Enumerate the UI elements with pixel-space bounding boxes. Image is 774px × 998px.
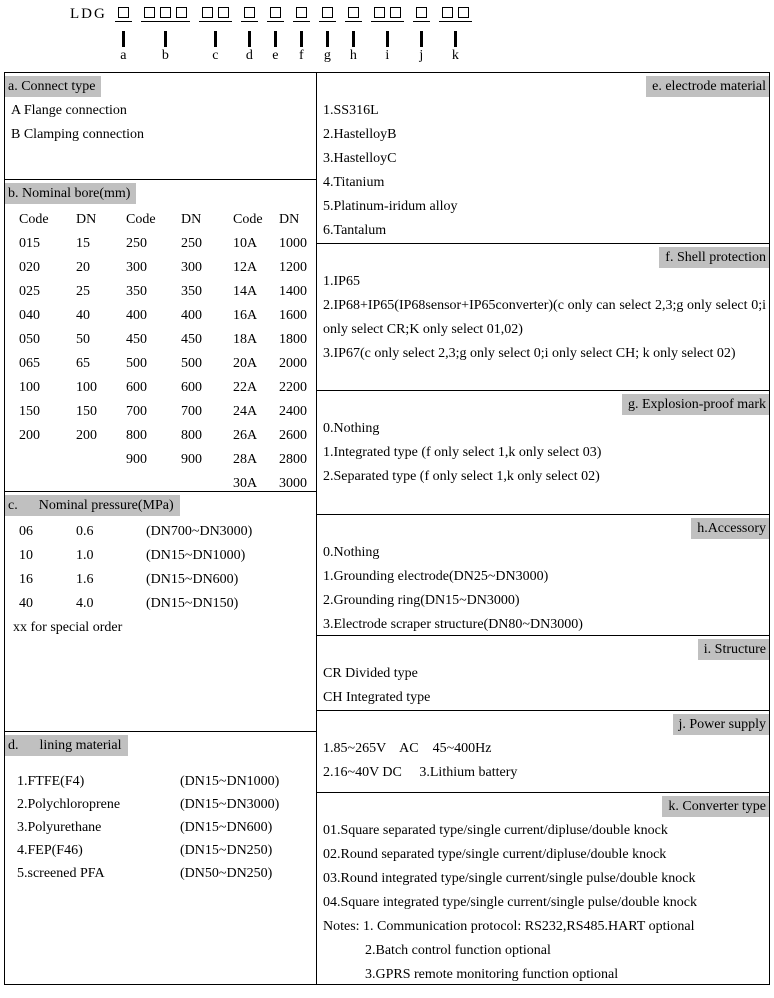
code-boxes [199, 7, 232, 22]
code-box [416, 7, 427, 18]
section-d-lining-material [5, 732, 316, 984]
code-boxes [115, 7, 132, 22]
dn-cell: 150 [76, 404, 97, 419]
dn-cell: 350 [181, 284, 202, 299]
range-cell: (DN15~DN600) [180, 820, 273, 835]
dn-cell: 300 [181, 260, 202, 275]
section-title-row [317, 247, 769, 268]
code-box [218, 7, 229, 18]
dn-cell: 450 [181, 332, 202, 347]
option-item: 1.85~265V AC 45~400Hz [323, 741, 492, 756]
section-title-row [317, 714, 769, 735]
option-item: 2.HastelloyB [323, 127, 397, 142]
code-boxes [141, 7, 190, 22]
tick-mark [122, 31, 125, 47]
option-item: 2.Separated type (f only select 1,k only select 02) [323, 469, 600, 484]
code-box [202, 7, 213, 18]
code-group [413, 7, 430, 63]
dn-cell: 1000 [279, 236, 307, 251]
code-boxes [319, 7, 336, 22]
value-cell: 1.6 [76, 572, 94, 587]
code-boxes [241, 7, 258, 22]
section-c-nominal-pressure [5, 492, 316, 732]
table-row [5, 400, 316, 424]
tick-mark [214, 31, 217, 47]
code-cell: 18A [233, 332, 258, 347]
code-cell: 16A [233, 308, 258, 323]
code-box [160, 7, 171, 18]
left-column [5, 73, 317, 984]
code-cell: 28A [233, 452, 258, 467]
section-h-title: h.Accessory [691, 518, 769, 539]
bore-table [5, 208, 316, 492]
model-prefix: LDG [70, 6, 107, 22]
range-cell: (DN50~DN250) [180, 866, 273, 881]
option-item: CH Integrated type [323, 690, 431, 705]
explosion-proof-options [317, 417, 769, 489]
table-row [5, 472, 316, 492]
group-letter: i [385, 48, 390, 63]
option-item: 2.16~40V DC 3.Lithium battery [323, 765, 518, 780]
code-cell: 500 [126, 356, 147, 371]
option-item: 0.Nothing [323, 545, 380, 560]
code-groups [115, 7, 472, 63]
code-cell: 600 [126, 380, 147, 395]
selection-table [4, 72, 770, 985]
group-letter: k [451, 48, 459, 63]
power-supply-options [317, 737, 769, 785]
range-cell: (DN15~DN1000) [180, 774, 280, 789]
section-i-title: i. Structure [698, 639, 769, 660]
section-b-nominal-bore [5, 180, 316, 492]
option-item: CR Divided type [323, 666, 418, 681]
code-cell: 400 [126, 308, 147, 323]
code-box [176, 7, 187, 18]
dn-cell: 1600 [279, 308, 307, 323]
section-d-title: d. lining material [5, 735, 128, 756]
column-header: Code [126, 212, 156, 227]
tick-mark [164, 31, 167, 47]
section-f-title: f. Shell protection [659, 247, 769, 268]
table-row [5, 256, 316, 280]
code-box [458, 7, 469, 18]
code-boxes [439, 7, 472, 22]
option-item: 6.Tantalum [323, 223, 387, 238]
code-box [296, 7, 307, 18]
table-row [5, 304, 316, 328]
dn-cell: 15 [76, 236, 90, 251]
code-box [244, 7, 255, 18]
section-title-row [317, 394, 769, 415]
value-cell: 4.0 [76, 596, 94, 611]
material-cell: 2.Polychloroprene [17, 797, 121, 812]
tick-mark [300, 31, 303, 47]
tick-mark [326, 31, 329, 47]
option-item: 1.SS316L [323, 103, 379, 118]
structure-options [317, 662, 769, 710]
dn-cell [76, 448, 126, 472]
section-h-accessory [317, 515, 769, 636]
table-row [5, 816, 316, 839]
section-j-power-supply [317, 711, 769, 793]
dn-cell [76, 472, 126, 492]
section-g-title: g. Explosion-proof mark [622, 394, 769, 415]
section-k-converter-type [317, 793, 769, 984]
lining-table [5, 770, 316, 885]
bore-table-header [5, 208, 316, 232]
connect-type-options [5, 99, 316, 147]
code-cell: 10 [19, 548, 33, 563]
material-cell: 3.Polyurethane [17, 820, 102, 835]
material-cell: 4.FEP(F46) [17, 843, 83, 858]
range-cell: (DN15~DN250) [180, 843, 273, 858]
electrode-material-options [317, 99, 769, 243]
accessory-options [317, 541, 769, 636]
tick-mark [454, 31, 457, 47]
group-letter: a [120, 48, 127, 63]
dn-cell: 2200 [279, 380, 307, 395]
section-b-title: b. Nominal bore(mm) [5, 183, 136, 204]
dn-cell: 600 [181, 380, 202, 395]
section-k-title: k. Converter type [662, 796, 769, 817]
code-box [348, 7, 359, 18]
column-header: DN [181, 212, 202, 227]
tick-mark [420, 31, 423, 47]
group-letter: d [245, 48, 253, 63]
section-e-title: e. electrode material [646, 76, 769, 97]
range-cell: (DN15~DN150) [146, 596, 239, 611]
column-header: DN [76, 212, 97, 227]
option-item: 4.Titanium [323, 175, 385, 190]
section-title-row [317, 76, 769, 97]
column-header: Code [233, 212, 263, 227]
code-cell [126, 472, 181, 492]
dn-cell: 65 [76, 356, 90, 371]
material-cell: 1.FTFE(F4) [17, 774, 85, 789]
value-cell: 0.6 [76, 524, 94, 539]
code-cell: 200 [19, 428, 40, 443]
range-cell: (DN700~DN3000) [146, 524, 253, 539]
code-box [442, 7, 453, 18]
dn-cell: 1800 [279, 332, 307, 347]
option-item: 0.Nothing [323, 421, 380, 436]
code-group [345, 7, 362, 63]
code-cell: 26A [233, 428, 258, 443]
code-cell: 450 [126, 332, 147, 347]
option-item: 01.Square separated type/single current/dipluse/double knock [323, 823, 668, 838]
code-cell: 20A [233, 356, 258, 371]
section-c-title: c. Nominal pressure(MPa) [5, 495, 180, 516]
dn-cell: 2800 [279, 452, 307, 467]
dn-cell: 2000 [279, 356, 307, 371]
column-header: DN [279, 212, 300, 227]
dn-cell: 25 [76, 284, 90, 299]
tick-mark [248, 31, 251, 47]
range-cell: (DN15~DN3000) [180, 797, 280, 812]
section-j-title: j. Power supply [673, 714, 770, 735]
model-code-header [0, 0, 774, 70]
option-item: 3.GPRS remote monitoring function optional [323, 967, 619, 982]
material-cell: 5.screened PFA [17, 866, 105, 881]
dn-cell: 900 [181, 452, 202, 467]
section-title-row [5, 76, 316, 97]
dn-cell: 1400 [279, 284, 307, 299]
option-item: 2.IP68+IP65(IP68sensor+IP65converter)(c only can select 2,3;g only select 0;i only select CR;K only select 01,02) [323, 298, 766, 337]
table-row [5, 232, 316, 256]
dn-cell: 100 [76, 380, 97, 395]
value-cell: 1.0 [76, 548, 94, 563]
code-group [319, 7, 336, 63]
dn-cell: 2600 [279, 428, 307, 443]
range-cell: (DN15~DN600) [146, 572, 239, 587]
group-letter: c [212, 48, 219, 63]
code-cell: 800 [126, 428, 147, 443]
dn-cell: 250 [181, 236, 202, 251]
code-cell: 020 [19, 260, 40, 275]
option-item: 04.Square integrated type/single current/single pulse/double knock [323, 895, 698, 910]
code-boxes [267, 7, 284, 22]
dn-cell: 400 [181, 308, 202, 323]
pressure-table [5, 520, 316, 616]
option-item: 5.Platinum-iridum alloy [323, 199, 458, 214]
table-row [5, 376, 316, 400]
dn-cell: 700 [181, 404, 202, 419]
section-g-explosion-proof-mark [317, 391, 769, 515]
table-row [5, 328, 316, 352]
option-item: Notes: 1. Communication protocol: RS232,RS485.HART optional [323, 919, 695, 934]
section-title-row [5, 735, 316, 756]
code-box [390, 7, 401, 18]
dn-cell: 50 [76, 332, 90, 347]
table-row [5, 520, 316, 544]
code-cell: 100 [19, 380, 40, 395]
code-group [199, 7, 232, 63]
dn-cell: 40 [76, 308, 90, 323]
code-boxes [345, 7, 362, 22]
code-boxes [413, 7, 430, 22]
right-column [317, 73, 769, 984]
code-box [144, 7, 155, 18]
code-cell: 10A [233, 236, 258, 251]
table-row [5, 352, 316, 376]
option-item: 3.IP67(c only select 2,3;g only select 0;i only select CH; k only select 02) [323, 346, 736, 361]
tick-mark [386, 31, 389, 47]
group-letter: g [323, 48, 331, 63]
section-e-electrode-material [317, 73, 769, 244]
section-i-structure [317, 636, 769, 711]
section-title-row [317, 639, 769, 660]
code-cell: 350 [126, 284, 147, 299]
table-row [5, 770, 316, 793]
option-item: 02.Round separated type/single current/dipluse/double knock [323, 847, 667, 862]
group-letter: h [349, 48, 357, 63]
code-box [118, 7, 129, 18]
code-cell: 025 [19, 284, 40, 299]
code-cell: 900 [126, 452, 147, 467]
converter-type-options [317, 819, 769, 984]
section-title-row [317, 796, 769, 817]
group-letter: j [419, 48, 424, 63]
code-cell: 250 [126, 236, 147, 251]
code-cell: 16 [19, 572, 33, 587]
group-letter: f [298, 48, 304, 63]
code-cell: 14A [233, 284, 258, 299]
dn-cell: 20 [76, 260, 90, 275]
option-item: A Flange connection [11, 103, 127, 118]
code-cell: 24A [233, 404, 258, 419]
code-cell: 150 [19, 404, 40, 419]
code-box [322, 7, 333, 18]
option-item: 3.HastelloyC [323, 151, 397, 166]
group-letter: b [161, 48, 169, 63]
code-cell: 12A [233, 260, 258, 275]
section-f-shell-protection [317, 244, 769, 391]
section-a-connect-type [5, 73, 316, 180]
tick-mark [274, 31, 277, 47]
special-order-note: xx for special order [13, 620, 123, 635]
dn-cell: 1200 [279, 260, 307, 275]
option-item: B Clamping connection [11, 127, 144, 142]
table-row [5, 568, 316, 592]
code-cell [19, 472, 76, 492]
code-cell: 300 [126, 260, 147, 275]
code-group [293, 7, 310, 63]
option-item: 1.Integrated type (f only select 1,k only select 03) [323, 445, 602, 460]
section-title-row [5, 183, 316, 204]
code-cell: 40 [19, 596, 33, 611]
code-cell: 06 [19, 524, 33, 539]
code-group [241, 7, 258, 63]
code-cell: 700 [126, 404, 147, 419]
code-box [374, 7, 385, 18]
range-cell: (DN15~DN1000) [146, 548, 246, 563]
section-a-title: a. Connect type [5, 76, 101, 97]
dn-cell: 200 [76, 428, 97, 443]
option-item: 2.Batch control function optional [323, 943, 551, 958]
section-title-row [5, 495, 316, 516]
column-header: Code [19, 212, 49, 227]
tick-mark [352, 31, 355, 47]
code-cell [19, 448, 76, 472]
code-boxes [371, 7, 404, 22]
dn-cell [181, 472, 233, 492]
table-row [5, 839, 316, 862]
table-row [5, 862, 316, 885]
table-row [5, 280, 316, 304]
table-row [5, 592, 316, 616]
code-group [439, 7, 472, 63]
dn-cell: 800 [181, 428, 202, 443]
section-title-row [317, 518, 769, 539]
dn-cell: 2400 [279, 404, 307, 419]
table-row [5, 424, 316, 448]
code-group [371, 7, 404, 63]
table-row [5, 448, 316, 472]
bore-table-body [5, 232, 316, 492]
option-item: 1.IP65 [323, 274, 360, 289]
table-row [5, 544, 316, 568]
code-cell: 040 [19, 308, 40, 323]
code-cell: 22A [233, 380, 258, 395]
code-cell: 015 [19, 236, 40, 251]
code-box [270, 7, 281, 18]
table-row [5, 793, 316, 816]
option-item: 03.Round integrated type/single current/single pulse/double knock [323, 871, 696, 886]
option-item: 3.Electrode scraper structure(DN80~DN3000) [323, 617, 583, 632]
option-item: 2.Grounding ring(DN15~DN3000) [323, 593, 520, 608]
code-cell: 30A [233, 476, 258, 491]
code-group [141, 7, 190, 63]
code-group [267, 7, 284, 63]
group-letter: e [272, 48, 279, 63]
code-cell: 065 [19, 356, 40, 371]
option-item: 1.Grounding electrode(DN25~DN3000) [323, 569, 549, 584]
code-cell: 050 [19, 332, 40, 347]
dn-cell: 500 [181, 356, 202, 371]
dn-cell: 3000 [279, 476, 307, 491]
code-group [115, 7, 132, 63]
shell-protection-options [317, 270, 769, 366]
code-boxes [293, 7, 310, 22]
